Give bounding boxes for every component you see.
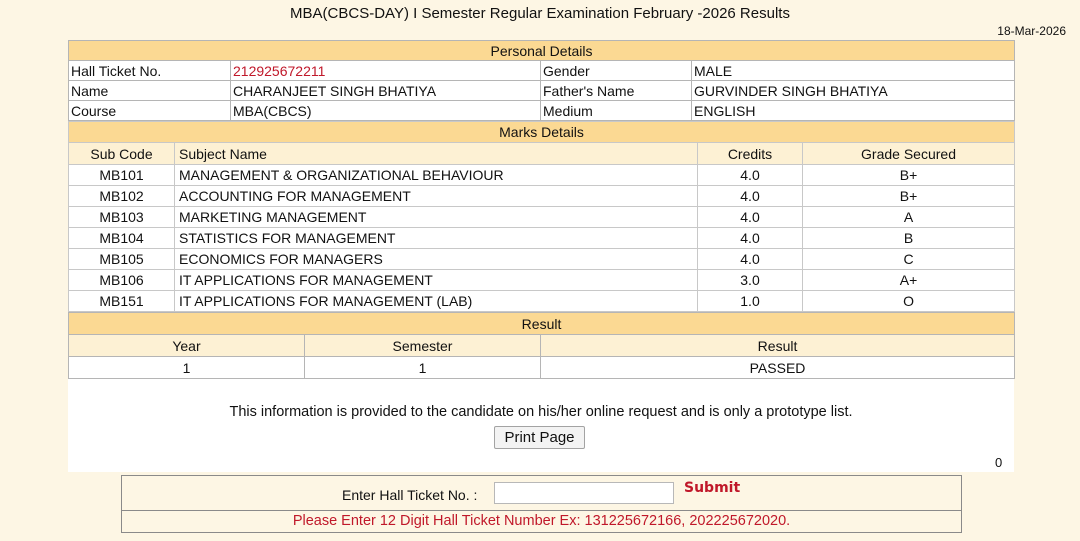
hall-ticket-label: Hall Ticket No.	[69, 61, 231, 81]
credits: 4.0	[698, 207, 803, 228]
medium-label: Medium	[541, 101, 692, 121]
info-text: This information is provided to the candidate on his/her online request and is only a prototype list.	[229, 404, 853, 420]
counter-value: 0	[995, 455, 1003, 470]
table-row	[69, 228, 1015, 249]
personal-details-header: Personal Details	[69, 41, 1015, 61]
father-name-label: Father's Name	[541, 81, 692, 101]
form-divider	[122, 510, 961, 511]
table-row	[69, 270, 1015, 291]
personal-details-table	[68, 40, 1015, 121]
subject-name: ACCOUNTING FOR MANAGEMENT	[175, 186, 698, 207]
grade: B	[803, 228, 1015, 249]
result-label: Result	[541, 335, 1015, 357]
year-value: 1	[69, 357, 305, 379]
sub-code: MB103	[69, 207, 175, 228]
hall-ticket-value: 212925672211	[231, 61, 541, 81]
marks-header-row	[69, 143, 1015, 165]
col-credits: Credits	[698, 143, 803, 165]
hall-ticket-input-label: Enter Hall Ticket No. :	[342, 487, 478, 503]
credits: 4.0	[698, 165, 803, 186]
credits: 1.0	[698, 291, 803, 312]
marks-table	[68, 121, 1015, 312]
grade: C	[803, 249, 1015, 270]
result-header: Result	[69, 313, 1015, 335]
subject-name: IT APPLICATIONS FOR MANAGEMENT (LAB)	[175, 291, 698, 312]
hall-ticket-hint: Please Enter 12 Digit Hall Ticket Number Ex: 131225672166, 202225672020.	[292, 513, 791, 529]
grade: B+	[803, 186, 1015, 207]
grade: O	[803, 291, 1015, 312]
sub-code: MB151	[69, 291, 175, 312]
subject-name: IT APPLICATIONS FOR MANAGEMENT	[175, 270, 698, 291]
hall-ticket-search-form	[121, 475, 962, 533]
page-title: MBA(CBCS-DAY) I Semester Regular Examination February -2026 Results	[290, 5, 790, 22]
sub-code: MB105	[69, 249, 175, 270]
credits: 4.0	[698, 186, 803, 207]
course-label: Course	[69, 101, 231, 121]
result-panel	[68, 40, 1014, 472]
grade: B+	[803, 165, 1015, 186]
table-row	[69, 207, 1015, 228]
date-stamp: 18-Mar-2026	[997, 24, 1066, 38]
subject-name: MANAGEMENT & ORGANIZATIONAL BEHAVIOUR	[175, 165, 698, 186]
sub-code: MB106	[69, 270, 175, 291]
year-label: Year	[69, 335, 305, 357]
grade: A+	[803, 270, 1015, 291]
grade: A	[803, 207, 1015, 228]
subject-name: ECONOMICS FOR MANAGERS	[175, 249, 698, 270]
sub-code: MB104	[69, 228, 175, 249]
table-row	[69, 249, 1015, 270]
name-label: Name	[69, 81, 231, 101]
semester-value: 1	[305, 357, 541, 379]
marks-details-header: Marks Details	[69, 122, 1015, 143]
credits: 4.0	[698, 249, 803, 270]
hall-ticket-input[interactable]	[494, 482, 674, 504]
result-value: PASSED	[541, 357, 1015, 379]
credits: 3.0	[698, 270, 803, 291]
sub-code: MB102	[69, 186, 175, 207]
semester-label: Semester	[305, 335, 541, 357]
print-page-button[interactable]: Print Page	[494, 426, 585, 449]
table-row	[69, 291, 1015, 312]
gender-label: Gender	[541, 61, 692, 81]
table-row	[69, 186, 1015, 207]
table-row	[69, 165, 1015, 186]
submit-button[interactable]: Submit	[684, 480, 741, 496]
name-value: CHARANJEET SINGH BHATIYA	[231, 81, 541, 101]
subject-name: STATISTICS FOR MANAGEMENT	[175, 228, 698, 249]
father-name-value: GURVINDER SINGH BHATIYA	[692, 81, 1015, 101]
medium-value: ENGLISH	[692, 101, 1015, 121]
col-subject-name: Subject Name	[175, 143, 698, 165]
result-table	[68, 312, 1015, 379]
subject-name: MARKETING MANAGEMENT	[175, 207, 698, 228]
col-grade: Grade Secured	[803, 143, 1015, 165]
col-sub-code: Sub Code	[69, 143, 175, 165]
course-value: MBA(CBCS)	[231, 101, 541, 121]
gender-value: MALE	[692, 61, 1015, 81]
sub-code: MB101	[69, 165, 175, 186]
credits: 4.0	[698, 228, 803, 249]
